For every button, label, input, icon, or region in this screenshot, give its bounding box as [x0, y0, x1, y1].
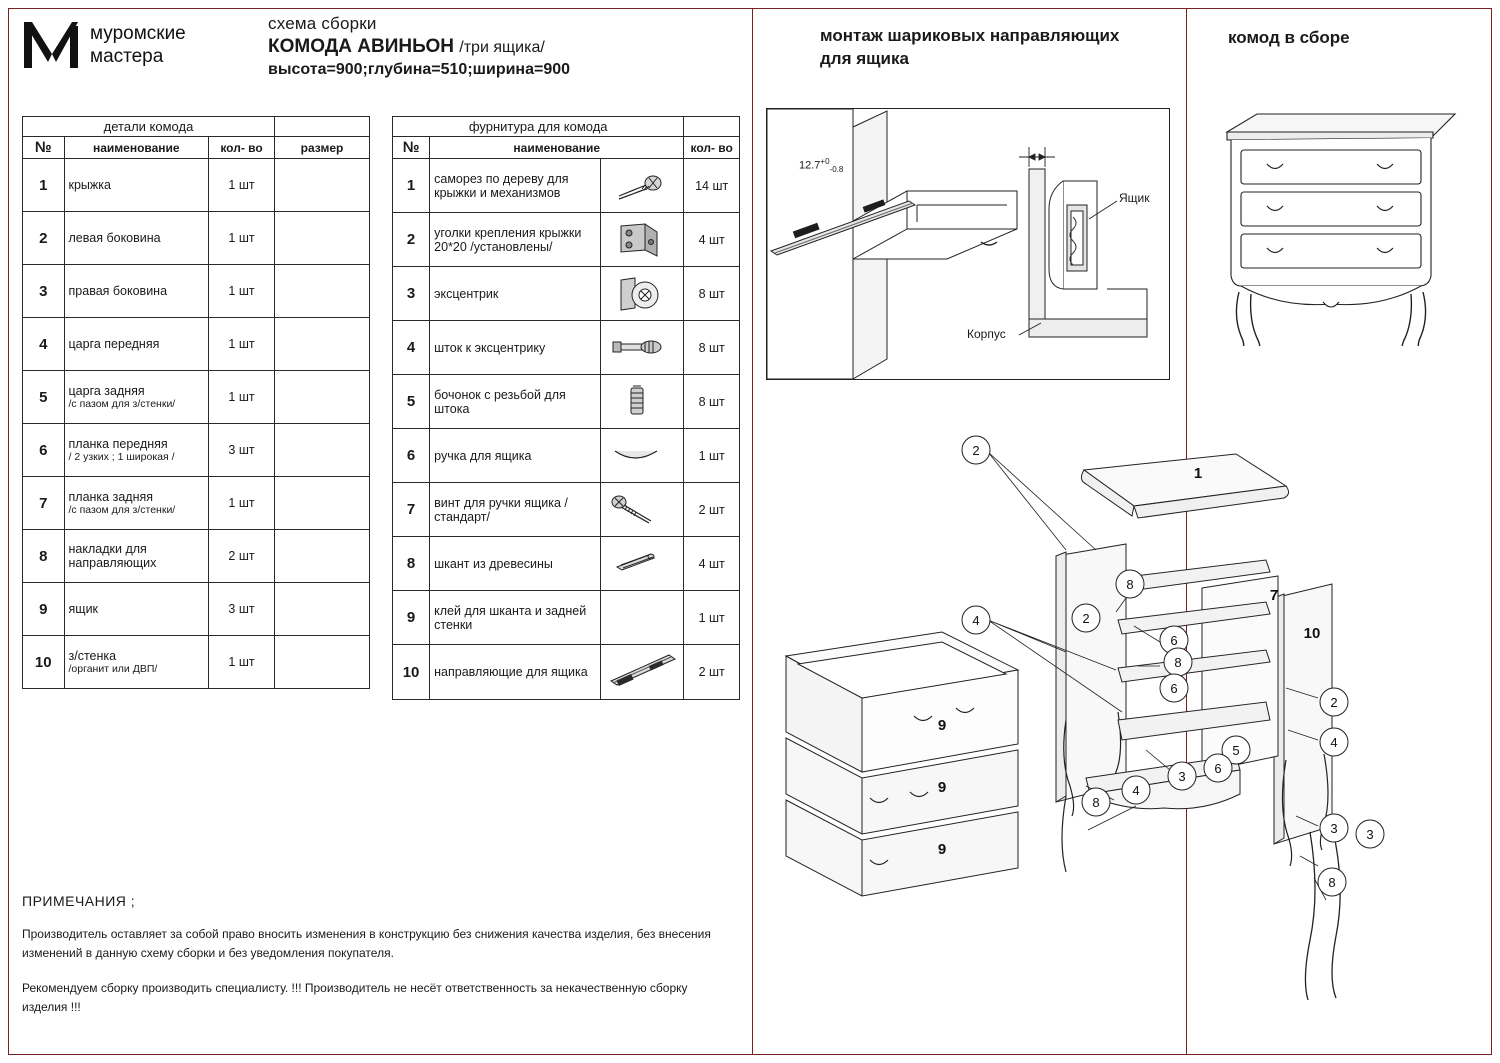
cam-lock-icon — [601, 267, 684, 321]
parts-table-caption-row — [23, 117, 370, 137]
table-row — [23, 265, 370, 318]
row-size — [275, 212, 370, 265]
row-number: 2 — [393, 213, 430, 267]
assembled-section-title: комод в сборе — [1228, 28, 1350, 47]
slide-dimension-value: 12.7 — [799, 159, 821, 172]
brand-text — [90, 22, 186, 68]
parts-col-name: наименование — [64, 137, 209, 159]
brand-line2: мастера — [90, 46, 164, 67]
row-qty: 1 шт — [684, 591, 740, 645]
row-number: 2 — [23, 212, 65, 265]
notes-paragraph-1: Производитель оставляет за собой право вносить изменения в конструкцию без снижения качества изделия, без внесения изменений в данную схему сборки и без уведомления покупателя. — [22, 927, 711, 960]
row-number: 6 — [393, 429, 430, 483]
glue-icon — [601, 591, 684, 645]
table-row — [393, 591, 740, 645]
table-row — [393, 537, 740, 591]
row-number: 3 — [23, 265, 65, 318]
row-name-main: ящик — [68, 602, 99, 616]
row-name-main: левая боковина — [68, 231, 161, 245]
row-qty: 1 шт — [209, 371, 275, 424]
hardware-table-caption: фурнитура для комода — [393, 117, 684, 137]
hardware-table-caption-row — [393, 117, 740, 137]
table-row — [23, 371, 370, 424]
svg-text:6: 6 — [1214, 761, 1222, 776]
row-qty: 1 шт — [209, 212, 275, 265]
row-qty: 3 шт — [209, 424, 275, 477]
row-number: 7 — [23, 477, 65, 530]
row-name — [430, 321, 601, 375]
row-name — [64, 530, 209, 583]
row-size — [275, 477, 370, 530]
row-number: 10 — [393, 645, 430, 700]
row-name: шкант из древесины — [430, 537, 601, 591]
row-name — [64, 636, 209, 689]
row-size — [275, 424, 370, 477]
row-name-sub: /с пазом для з/стенки/ — [68, 504, 176, 516]
svg-text:3: 3 — [1178, 769, 1186, 784]
row-number: 6 — [23, 424, 65, 477]
table-row — [393, 483, 740, 537]
row-name — [64, 159, 209, 212]
row-name: клей для шканта и задней стенки — [430, 591, 601, 645]
svg-text:9: 9 — [937, 717, 947, 734]
row-name — [64, 477, 209, 530]
svg-text:7: 7 — [1269, 587, 1279, 604]
hardware-table-header-row — [393, 137, 740, 159]
svg-text:4: 4 — [1132, 783, 1140, 798]
svg-text:4: 4 — [1330, 735, 1338, 750]
dowel-nut-icon — [601, 375, 684, 429]
notes-paragraph-2: Рекомендуем сборку производить специалисту. !!! Производитель не несёт ответственность за некачественную сборку изделия !!! — [22, 981, 688, 1014]
svg-text:9: 9 — [937, 779, 947, 796]
row-size — [275, 265, 370, 318]
title-line-2 — [268, 36, 738, 58]
svg-text:6: 6 — [1170, 633, 1178, 648]
table-row — [23, 583, 370, 636]
row-name: саморез по дереву для крыжки и механизмов — [430, 159, 601, 213]
body-label: Корпус — [967, 327, 1006, 341]
svg-text:4: 4 — [972, 613, 980, 628]
row-qty: 1 шт — [209, 265, 275, 318]
row-name: направляющие для ящика — [430, 645, 601, 700]
parts-table-header-row — [23, 137, 370, 159]
svg-text:2: 2 — [972, 443, 980, 458]
row-qty: 4 шт — [684, 213, 740, 267]
row-name: винт для ручки ящика /стандарт/ — [430, 483, 601, 537]
wooden-dowel-icon — [601, 537, 684, 591]
row-number: 4 — [23, 318, 65, 371]
svg-text:9: 9 — [937, 841, 947, 858]
svg-text:5: 5 — [1232, 743, 1240, 758]
vertical-divider-1 — [752, 8, 753, 1055]
hw-col-qty: кол- во — [684, 137, 740, 159]
row-size — [275, 159, 370, 212]
drawer-label: Ящик — [1119, 191, 1150, 205]
row-name — [64, 265, 209, 318]
svg-text:2: 2 — [1082, 611, 1090, 626]
row-name: ручка для ящика — [430, 429, 601, 483]
row-number: 8 — [23, 530, 65, 583]
table-row — [393, 375, 740, 429]
svg-text:1: 1 — [1193, 465, 1203, 482]
cam-bolt-icon — [601, 321, 684, 375]
row-size — [275, 636, 370, 689]
handle-screw-icon — [601, 483, 684, 537]
row-name — [64, 424, 209, 477]
row-name-sub: /органит или ДВП/ — [68, 663, 158, 675]
table-row — [23, 477, 370, 530]
row-name-main: шток к эксцентрику — [434, 340, 546, 355]
svg-text:10: 10 — [1303, 625, 1321, 642]
title-product-variant: /три ящика/ — [459, 39, 545, 56]
assembled-chest-illustration — [1205, 96, 1477, 346]
title-product-name: КОМОДА АВИНЬОН — [268, 36, 454, 57]
row-number: 10 — [23, 636, 65, 689]
row-number: 8 — [393, 537, 430, 591]
row-name-main: планка передняя — [68, 437, 168, 451]
table-row — [23, 212, 370, 265]
brand-line1: муромские — [90, 23, 186, 44]
row-name-sub: /с пазом для з/стенки/ — [68, 398, 176, 410]
row-size — [275, 530, 370, 583]
slide-dim-tol-down: -0.8 — [829, 164, 844, 174]
slide-dim-tol-up: +0 — [820, 157, 830, 166]
table-row — [393, 159, 740, 213]
exploded-assembly-diagram — [766, 420, 1492, 1050]
row-number: 3 — [393, 267, 430, 321]
row-qty: 2 шт — [684, 645, 740, 700]
svg-text:8: 8 — [1126, 577, 1134, 592]
brand-logo — [22, 16, 252, 78]
row-qty: 1 шт — [209, 636, 275, 689]
row-name-main: правая боковина — [68, 284, 168, 298]
row-qty: 14 шт — [684, 159, 740, 213]
row-qty: 8 шт — [684, 267, 740, 321]
table-row — [23, 159, 370, 212]
hardware-table — [392, 116, 740, 700]
row-qty: 1 шт — [209, 159, 275, 212]
row-name: эксцентрик — [430, 267, 601, 321]
svg-text:3: 3 — [1366, 827, 1374, 842]
row-number: 7 — [393, 483, 430, 537]
row-number: 5 — [23, 371, 65, 424]
hw-col-name: наименование — [430, 137, 684, 159]
row-name — [64, 371, 209, 424]
table-row — [393, 267, 740, 321]
row-name: уголки крепления крыжки 20*20 /установлены/ — [430, 213, 601, 267]
svg-text:6: 6 — [1170, 681, 1178, 696]
table-row — [393, 321, 740, 375]
hw-col-num: № — [393, 137, 430, 159]
table-row — [23, 530, 370, 583]
title-dimensions: высота=900;глубина=510;ширина=900 — [268, 61, 571, 78]
row-number: 1 — [23, 159, 65, 212]
ball-bearing-slide-icon — [601, 645, 684, 700]
row-name: бочонок с резьбой для штока — [430, 375, 601, 429]
svg-text:3: 3 — [1330, 821, 1338, 836]
title-line-1: схема сборки — [268, 14, 377, 33]
slide-leader-lines — [767, 109, 1169, 379]
row-name — [64, 318, 209, 371]
row-name — [64, 583, 209, 636]
notes-heading: ПРИМЕЧАНИЯ ; — [22, 893, 136, 909]
row-name-main: накладки для направляющих — [68, 542, 157, 570]
parts-table — [22, 116, 370, 689]
table-row — [393, 645, 740, 700]
row-name — [64, 212, 209, 265]
row-number: 9 — [23, 583, 65, 636]
notes-block — [22, 892, 722, 1033]
row-name-main: з/стенка — [68, 649, 117, 663]
row-qty: 3 шт — [209, 583, 275, 636]
svg-text:8: 8 — [1092, 795, 1100, 810]
slide-mounting-panel — [766, 108, 1170, 380]
table-row — [23, 318, 370, 371]
parts-col-size: размер — [275, 137, 370, 159]
table-row — [393, 213, 740, 267]
row-size — [275, 583, 370, 636]
row-name-sub: / 2 узких ; 1 широкая / — [68, 451, 175, 463]
svg-text:8: 8 — [1174, 655, 1182, 670]
row-qty: 1 шт — [209, 318, 275, 371]
table-row — [23, 424, 370, 477]
row-number: 4 — [393, 321, 430, 375]
row-qty: 1 шт — [209, 477, 275, 530]
row-qty: 1 шт — [684, 429, 740, 483]
svg-text:2: 2 — [1330, 695, 1338, 710]
row-size — [275, 371, 370, 424]
parts-col-qty: кол- во — [209, 137, 275, 159]
table-row — [23, 636, 370, 689]
corner-bracket-icon — [601, 213, 684, 267]
row-qty: 8 шт — [684, 321, 740, 375]
slide-section-title: монтаж шариковых направляющих для ящика — [820, 26, 1120, 68]
wood-screw-icon — [601, 159, 684, 213]
svg-text:8: 8 — [1328, 875, 1336, 890]
row-qty: 2 шт — [684, 483, 740, 537]
row-qty: 2 шт — [209, 530, 275, 583]
row-number: 1 — [393, 159, 430, 213]
row-name-main: крыжка — [68, 178, 111, 192]
handle-icon — [601, 429, 684, 483]
parts-table-caption: детали комода — [23, 117, 275, 137]
main-title-block — [268, 14, 738, 79]
table-row — [393, 429, 740, 483]
row-name-main: планка задняя — [68, 490, 154, 504]
row-name-main: царга задняя — [68, 384, 145, 398]
row-number: 9 — [393, 591, 430, 645]
row-qty: 4 шт — [684, 537, 740, 591]
row-number: 5 — [393, 375, 430, 429]
parts-col-num: № — [23, 137, 65, 159]
m-monogram-logo-icon — [22, 18, 80, 70]
row-size — [275, 318, 370, 371]
row-qty: 8 шт — [684, 375, 740, 429]
row-name-main: царга передняя — [68, 337, 160, 351]
